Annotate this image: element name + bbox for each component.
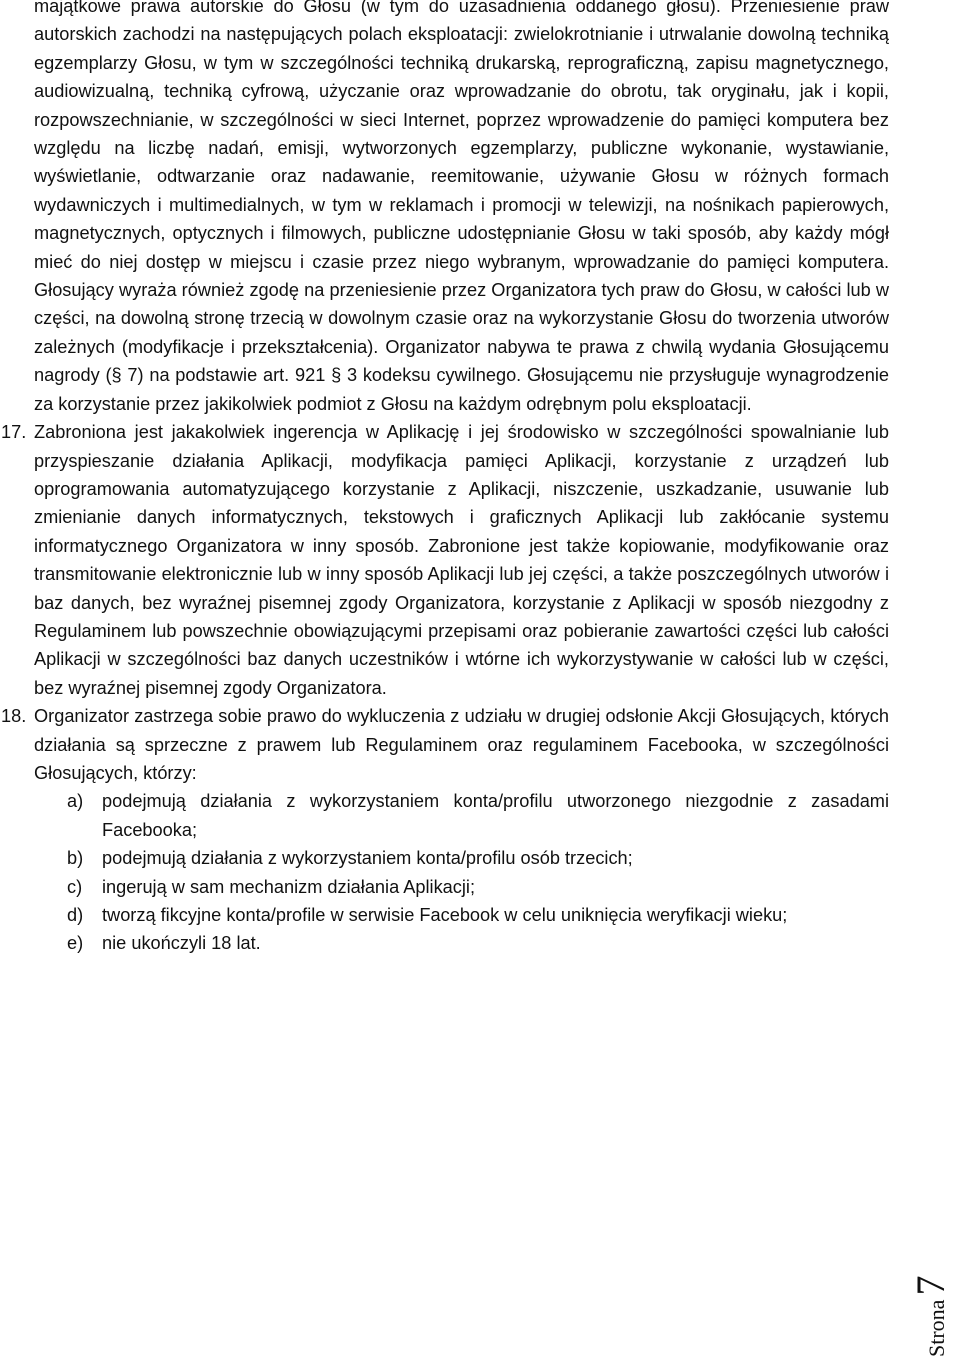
sub-item-letter: c) [67,876,83,897]
sub-item-a [34,787,889,844]
page-number: 7 [908,1275,953,1296]
page-number-label [907,1276,954,1357]
item-text: Zabroniona jest jakakolwiek ingerencja w Aplikację i jej środowisko w szczególności spowalnianie lub przyspieszanie działania Aplikacji, modyfikacja pamięci Aplikacji, korzystanie z urządzeń lub oprogramowania automatyzującego korzystanie z Aplikacji, niszczenie, uszkadzanie, usuwanie lub zmienianie danych informatycznych, tekstowych i graficznych Aplikacji lub zakłócanie systemu informatycznego Organizatora w inny sposób. Zabronione jest także kopiowanie, modyfikowanie oraz transmitowanie elektronicznie lub w inny sposób Aplikacji lub jej części, a także poszczególnych utworów i baz danych, bez wyraźnej pisemnej zgody Organizatora, korzystanie z Aplikacji w sposób niezgodny z Regulaminem lub powszechnie obowiązującymi przepisami oraz pobieranie zawartości części lub całości Aplikacji w szczególności baz danych uczestników i wtórne ich wykorzystywanie w całości lub w części, bez wyraźnej pisemnej zgody Organizatora. [34,422,889,698]
page-footer [908,1237,958,1357]
list-item-17 [1,418,889,702]
sub-item-text: ingerują w sam mechanizm działania Aplikacji; [102,876,476,897]
sub-item-letter: d) [67,905,84,925]
item-number: 18. [1,706,27,727]
sub-item-text: podejmują działania z wykorzystaniem konta/profilu osób trzecich; [102,848,633,869]
sub-item-text: podejmują działania z wykorzystaniem konta/profilu utworzonego niezgodnie z zasadami Facebooka; [102,791,889,840]
sub-item-b [34,844,889,872]
paragraph-continuation: majątkowe prawa autorskie do Głosu (w tym do uzasadnienia oddanego głosu). Przeniesienie praw autorskich zachodzi na następujących polach eksploatacji: zwielokrotnianie i utrwalanie dowolną techniką egzemplarzy Głosu, w tym w szczególności techniką drukarską, reprograficzną, zapisu magnetycznego, audiowizualną, techniką cyfrową, użyczanie oraz wprowadzanie do obrotu, tak oryginału, jak i kopii, rozpowszechnianie, w szczególności w sieci Internet, poprzez wprowadzenie do pamięci komputera bez względu na liczbę nadań, emisji, wytworzonych egzemplarzy, publiczne wykonanie, wystawianie, wyświetlanie, odtwarzanie oraz nadawanie, reemitowanie, używanie Głosu w różnych formach wydawniczych i multimedialnych, w tym w reklamach i promocji w telewizji, na nośnikach papierowych, magnetycznych, optycznych i filmowych, publiczne udostępnianie Głosu w taki sposób, aby każdy mógł mieć do niej dostęp w miejscu i czasie przez niego wybranym, wprowadzanie do pamięci komputera. Głosujący wyraża również zgodę na przeniesienie przez Organizatora tych praw do Głosu, w całości lub w części, na dowolną stronę trzecią w dowolnym czasie oraz na wykorzystanie Głosu do tworzenia utworów zależnych (modyfikacje i przekształcenia). Organizator nabywa te prawa z chwilą wydania Głosującemu nagrody (§ 7) na podstawie art. 921 § 3 kodeksu cywilnego. Głosującemu nie przysługuje wynagrodzenie za korzystanie przez jakikolwiek podmiot z Głosu na każdym odrębnym polu eksploatacji. [34,0,889,414]
sub-item-text: nie ukończyli 18 lat. [102,933,261,954]
item-text: Organizator zastrzega sobie prawo do wykluczenia z udziału w drugiej odsłonie Akcji Głosujących, których działania są sprzeczne z prawem lub Regulaminem oraz regulaminem Facebooka, w szczególności Głosujących, którzy: [34,706,889,783]
sub-item-e [34,929,889,957]
item-number: 17. [1,422,27,443]
document-body [1,0,889,958]
sub-item-d [34,901,889,929]
page-label: Strona [924,1299,949,1357]
list-item-18 [1,702,889,787]
sub-item-letter: e) [67,933,84,954]
sub-item-c [34,873,889,901]
sub-item-letter: b) [67,848,84,869]
sub-item-letter: a) [67,791,84,812]
sub-list [34,787,889,957]
sub-item-text: tworzą fikcyjne konta/profile w serwisie Facebook w celu uniknięcia weryfikacji wieku; [102,905,788,925]
